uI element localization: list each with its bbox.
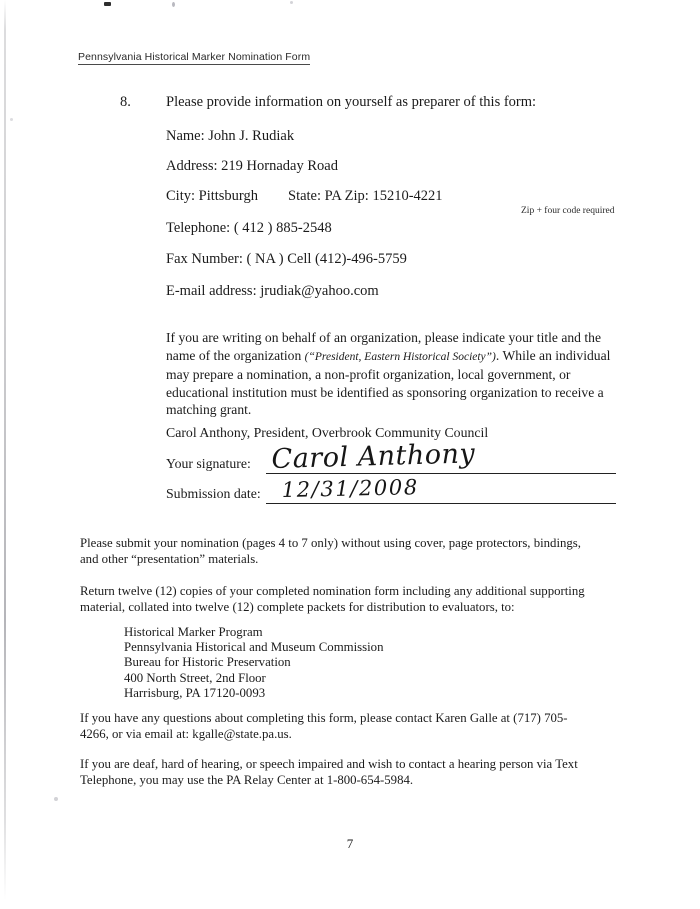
mailing-address-line: Harrisburg, PA 17120-0093	[124, 685, 266, 700]
mailing-address-line: Pennsylvania Historical and Museum Commission	[124, 640, 384, 655]
preparer-address-field: Address: 219 Hornaday Road	[166, 158, 338, 174]
preparer-name-field: Name: John J. Rudiak	[166, 128, 295, 144]
page-number-footer: 7	[346, 836, 354, 851]
relay-center-paragraph: If you are deaf, hard of hearing, or speech impaired and wish to contact a hearing person via Text Telephone, you may use the PA Relay Center at 1-800-654-5984.	[80, 757, 578, 788]
handwritten-submission-date: 12/31/2008	[281, 475, 420, 502]
question-prompt: Please provide information on yourself as preparer of this form:	[166, 94, 537, 110]
submission-date-label: Submission date:	[166, 486, 261, 501]
submission-instructions-paragraph: Please submit your nomination (pages 4 to 7 only) without using cover, page protectors, bindings, and other “presentation” materials.	[80, 536, 581, 567]
organization-paragraph-part1: If you are writing on behalf of an organization, please indicate your title and the name of the organization	[166, 330, 601, 363]
organization-paragraph-example: (“President, Eastern Historical Society”)	[304, 350, 496, 363]
contact-questions-paragraph: If you have any questions about completing this form, please contact Karen Galle at (717) 705-4266, or via email at: kgalle@state.pa.us.	[80, 711, 568, 742]
mailing-address-line: Historical Marker Program	[124, 625, 263, 639]
signature-label: Your signature:	[166, 456, 251, 471]
question-number: 8.	[120, 94, 131, 110]
mailing-address-line: Bureau for Historic Preservation	[124, 655, 291, 670]
signer-title-line: Carol Anthony, President, Overbrook Community Council	[166, 425, 489, 440]
mailing-address-line: 400 North Street, 2nd Floor	[124, 670, 266, 685]
zip-code-margin-note: Zip + four code required	[521, 206, 615, 216]
preparer-email-field: E-mail address: jrudiak@yahoo.com	[166, 283, 379, 299]
document-header-title: Pennsylvania Historical Marker Nomination Form	[78, 51, 311, 63]
preparer-telephone-field: Telephone: ( 412 ) 885-2548	[166, 220, 332, 236]
return-copies-paragraph: Return twelve (12) copies of your completed nomination form including any additional supporting material, collated into twelve (12) complete packets for distribution to evaluators, to:	[80, 584, 585, 615]
organization-instructions-paragraph	[166, 329, 618, 419]
handwritten-signature: Carol Anthony	[271, 438, 476, 475]
mailing-address-block	[124, 625, 383, 701]
preparer-state-zip-field: State: PA Zip: 15210-4221	[288, 188, 443, 204]
scan-artifact-speck	[290, 1, 293, 4]
scan-artifact-speck	[104, 2, 111, 6]
organization-paragraph-part2: . While an individual may prepare a nomination, a non-profit organization, local government, or educational institution must be identified as sponsoring organization to receive a matching grant.	[166, 347, 611, 418]
scan-artifact-speck	[54, 797, 58, 801]
submission-date-rule	[266, 503, 616, 504]
scan-artifact-speck	[10, 118, 13, 121]
scan-artifact-speck	[172, 2, 175, 7]
preparer-city-field: City: Pittsburgh	[166, 188, 258, 204]
scan-artifact-vertical-line	[4, 0, 6, 909]
preparer-fax-cell-field: Fax Number: ( NA ) Cell (412)-496-5759	[166, 251, 407, 267]
